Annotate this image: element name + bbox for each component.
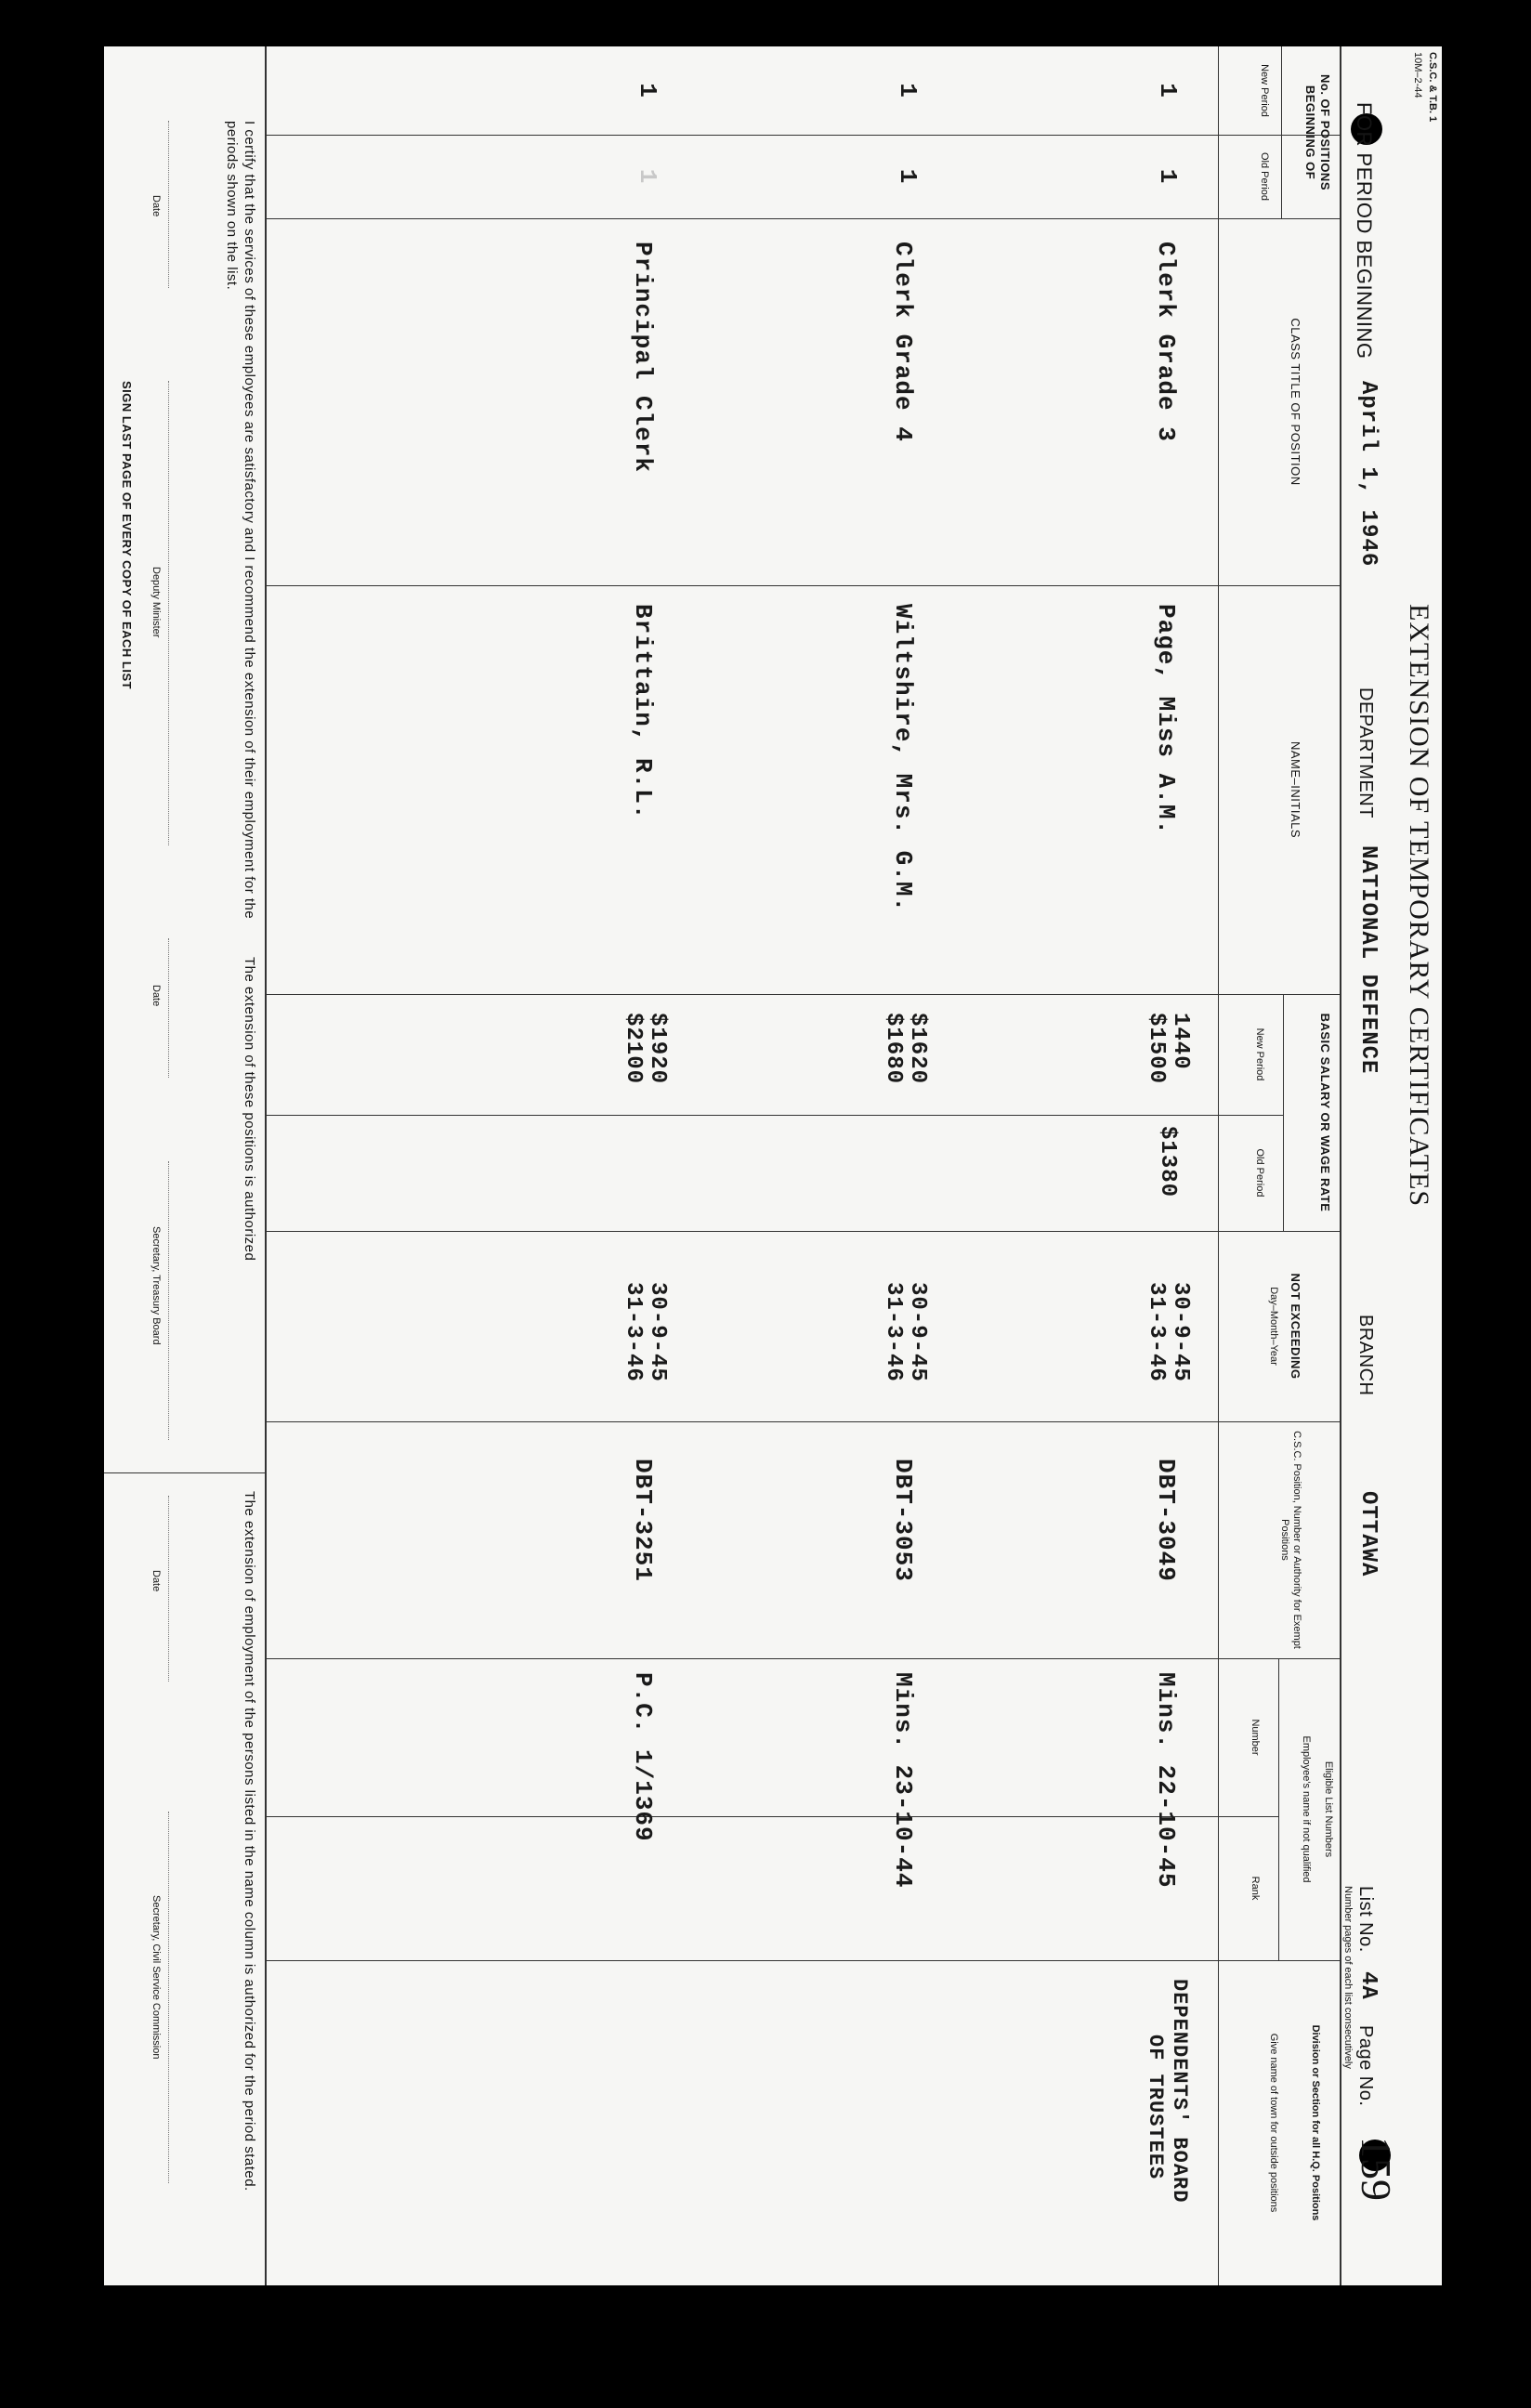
date-format-header: Day–Month–Year (1268, 1287, 1279, 1366)
treasury-date-line (168, 938, 169, 1078)
date-cell-2: 31-3-46 (881, 1282, 906, 1382)
salary-new-header: New Period (1254, 1027, 1265, 1081)
csc-position-header: C.S.C. Position, Number or Authority for Exempt Positions (1278, 1431, 1302, 1649)
department-label: DEPARTMENT (1355, 687, 1376, 818)
treasury-signature-label: Secretary, Treasury Board (150, 1226, 162, 1345)
eligible-header: Eligible List Numbers (1323, 1760, 1334, 1858)
eligible-number-cell: Mins. 22-10-45 (1152, 1672, 1180, 1889)
class-title-cell: Clerk Grade 4 (889, 242, 917, 442)
form-rotated (104, 46, 1442, 2285)
csc-authorization-text: The extension of employment of the persons listed in the name column is authorized for the period stated. (242, 1491, 257, 2192)
date-signature-line (168, 121, 169, 288)
treasury-text: The extension of these positions is authorized (242, 957, 257, 1262)
date-cell-2: 31-3-46 (621, 1282, 646, 1382)
name-cell: Wiltshire, Mrs. G.M. (889, 604, 917, 913)
col-sep-2 (267, 218, 1341, 219)
date-cell-2: 31-3-46 (1144, 1282, 1169, 1382)
page-no-label: Page No. (1355, 2025, 1376, 2107)
csc-date-label: Date (150, 1570, 162, 1592)
salary-new-cell: $1920 (645, 1013, 670, 1085)
form-print-code: 10M–2-44 (1412, 52, 1423, 98)
csc-signature-line (168, 1812, 169, 2183)
csc-signature-label: Secretary, Civil Service Commission (150, 1895, 162, 2060)
page-no-value: 159 (1353, 2137, 1400, 2201)
list-no-value: 4A (1355, 1971, 1381, 2000)
old-positions-cell: 1 (634, 168, 661, 185)
department-value: NATIONAL DEFENCE (1355, 845, 1381, 1075)
branch-value: OTTAWA (1355, 1491, 1381, 1577)
class-title-cell: Clerk Grade 3 (1152, 242, 1180, 442)
salary-new-cell: $1620 (905, 1013, 930, 1085)
table-bottom-border (265, 46, 267, 2285)
date-cell-1: 30-9-45 (1168, 1282, 1193, 1382)
col-sep-7 (267, 1421, 1341, 1422)
treasury-signature-line (168, 1161, 169, 1440)
positions-header: No. OF POSITIONS BEGINNING OF (1302, 73, 1332, 190)
deputy-signature-line (168, 381, 169, 845)
header-bottom-border (1218, 46, 1219, 2285)
col-sep-5 (267, 1115, 1284, 1116)
class-title-header: CLASS TITLE OF POSITION (1289, 318, 1302, 486)
division-sub-header: Give name of town for outside positions (1268, 2033, 1279, 2213)
csc-date-line (168, 1496, 169, 1682)
csc-position-cell: DBT-3053 (889, 1459, 917, 1582)
sign-note: SIGN LAST PAGE OF EVERY COPY OF EACH LIST (120, 381, 134, 690)
document-page (104, 46, 1442, 2285)
form-code: C.S.C. & T.B. 1 (1427, 52, 1438, 123)
treasury-date-label: Date (150, 985, 162, 1007)
date-label: Date (150, 195, 162, 217)
not-exceeding-header: NOT EXCEEDING (1289, 1273, 1302, 1380)
salary-new-cell-2: $2100 (621, 1013, 646, 1085)
eligible-number-header: Number (1250, 1719, 1261, 1756)
csc-position-cell: DBT-3251 (629, 1459, 657, 1582)
old-positions-cell: 1 (1154, 168, 1182, 185)
division-cell: DEPENDENTS' BOARD (1168, 1979, 1191, 2204)
col-sep-6 (267, 1231, 1341, 1232)
eligible-sub-header: Employee's name if not qualified (1301, 1735, 1312, 1883)
col-sep-3 (267, 585, 1341, 586)
salary-subheader-rule (1283, 994, 1284, 1231)
date-cell-1: 30-9-45 (645, 1282, 670, 1382)
name-header: NAME–INITIALS (1289, 740, 1302, 839)
col-sep-10 (267, 1960, 1341, 1961)
form-title: EXTENSION OF TEMPORARY CERTIFICATES (1404, 604, 1434, 1208)
col-sep-4 (267, 994, 1341, 995)
table-top-border (1340, 46, 1341, 2285)
new-positions-cell: 1 (1154, 83, 1182, 98)
col-sep-8 (267, 1658, 1341, 1659)
deputy-minister-label: Deputy Minister (150, 567, 162, 638)
period-value: April 1, 1946 (1355, 381, 1381, 568)
eligible-subheader-rule (1278, 1658, 1279, 1960)
certify-text: I certify that the services of these employees are satisfactory and I recommend the extension of their employment for the periods shown on the list. (224, 121, 257, 920)
new-positions-cell: 1 (894, 83, 922, 98)
page-number-note: Number pages of each list consecutively (1342, 1886, 1354, 2069)
col-sep-9 (267, 1816, 1279, 1817)
salary-old-cell: $1380 (1155, 1126, 1180, 1198)
footer-divider (104, 1472, 265, 1473)
eligible-number-cell: Mins. 23-10-44 (889, 1672, 917, 1889)
period-label: FOR PERIOD BEGINNING (1353, 102, 1376, 360)
positions-subheader-rule (1281, 46, 1282, 218)
eligible-number-cell: P.C. 1/1369 (629, 1672, 657, 1842)
division-header: Division or Section for all H.Q. Positions (1310, 2024, 1321, 2221)
new-positions-cell: 1 (634, 83, 661, 98)
salary-old-header: Old Period (1254, 1148, 1265, 1197)
name-cell: Page, Miss A.M. (1152, 604, 1180, 836)
name-cell: Brittain, R.L. (629, 604, 657, 820)
class-title-cell: Principal Clerk (629, 242, 657, 474)
salary-new-cell: 1440 (1168, 1013, 1193, 1070)
eligible-rank-header: Rank (1250, 1876, 1261, 1901)
list-no-label: List No. (1355, 1886, 1376, 1953)
branch-label: BRANCH (1355, 1315, 1376, 1396)
salary-header: BASIC SALARY OR WAGE RATE (1318, 1013, 1332, 1212)
old-period-header: Old Period (1259, 152, 1270, 201)
new-period-header: New Period (1259, 64, 1270, 117)
salary-new-cell-2: $1680 (881, 1013, 906, 1085)
date-cell-1: 30-9-45 (905, 1282, 930, 1382)
csc-position-cell: DBT-3049 (1152, 1459, 1180, 1582)
salary-new-cell-2: $1500 (1144, 1013, 1169, 1085)
division-cell-2: OF TRUSTEES (1144, 2035, 1167, 2180)
old-positions-cell: 1 (894, 168, 922, 185)
